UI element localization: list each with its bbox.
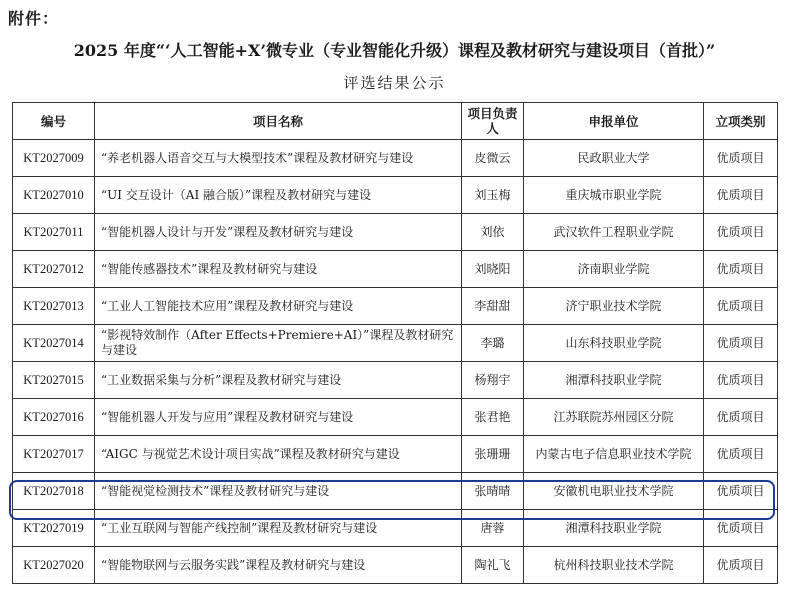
cell-leader: 刘晓阳 — [462, 251, 524, 288]
cell-category: 优质项目 — [704, 288, 778, 325]
cell-leader: 张晴晴 — [462, 473, 524, 510]
cell-code: KT2027018 — [13, 473, 95, 510]
cell-unit: 山东科技职业学院 — [524, 325, 704, 362]
cell-code: KT2027011 — [13, 214, 95, 251]
col-header-leader: 项目负责人 — [462, 103, 524, 140]
cell-project-name: “智能物联网与云服务实践”课程及教材研究与建设 — [95, 547, 462, 584]
cell-unit: 济宁职业技术学院 — [524, 288, 704, 325]
table-row — [13, 399, 778, 436]
cell-project-name: “UI 交互设计（AI 融合版）”课程及教材研究与建设 — [95, 177, 462, 214]
cell-category: 优质项目 — [704, 325, 778, 362]
cell-leader: 皮微云 — [462, 140, 524, 177]
cell-unit: 内蒙古电子信息职业技术学院 — [524, 436, 704, 473]
cell-unit: 安徽机电职业技术学院 — [524, 473, 704, 510]
document-title: 2025 年度“‘人工智能+X’微专业（专业智能化升级）课程及教材研究与建设项目（首批）” — [73, 41, 716, 60]
cell-unit: 济南职业学院 — [524, 251, 704, 288]
cell-code: KT2027013 — [13, 288, 95, 325]
cell-unit: 杭州科技职业技术学院 — [524, 547, 704, 584]
cell-category: 优质项目 — [704, 436, 778, 473]
table-row — [13, 251, 778, 288]
cell-code: KT2027012 — [13, 251, 95, 288]
cell-unit: 武汉软件工程职业学院 — [524, 214, 704, 251]
cell-leader: 张君艳 — [462, 399, 524, 436]
table-row — [13, 177, 778, 214]
cell-unit: 民政职业大学 — [524, 140, 704, 177]
cell-project-name: “智能视觉检测技术”课程及教材研究与建设 — [95, 473, 462, 510]
cell-unit: 重庆城市职业学院 — [524, 177, 704, 214]
cell-project-name: “AIGC 与视觉艺术设计项目实战”课程及教材研究与建设 — [95, 436, 462, 473]
table-row — [13, 547, 778, 584]
cell-project-name: “工业数据采集与分析”课程及教材研究与建设 — [95, 362, 462, 399]
table-row-highlighted — [13, 473, 778, 510]
cell-project-name: “智能机器人设计与开发”课程及教材研究与建设 — [95, 214, 462, 251]
table-row — [13, 325, 778, 362]
col-header-unit: 申报单位 — [524, 103, 704, 140]
cell-code: KT2027015 — [13, 362, 95, 399]
cell-leader: 刘依 — [462, 214, 524, 251]
cell-code: KT2027009 — [13, 140, 95, 177]
table-row — [13, 510, 778, 547]
cell-category: 优质项目 — [704, 214, 778, 251]
cell-code: KT2027016 — [13, 399, 95, 436]
col-header-code: 编号 — [13, 103, 95, 140]
attachment-label: 附件： — [8, 9, 60, 28]
table-row — [13, 362, 778, 399]
cell-leader: 张珊珊 — [462, 436, 524, 473]
table-row — [13, 214, 778, 251]
table-header-row — [13, 103, 778, 140]
cell-leader: 杨翔宇 — [462, 362, 524, 399]
cell-leader: 李璐 — [462, 325, 524, 362]
cell-leader: 李甜甜 — [462, 288, 524, 325]
cell-leader: 唐蓉 — [462, 510, 524, 547]
cell-category: 优质项目 — [704, 547, 778, 584]
cell-code: KT2027020 — [13, 547, 95, 584]
cell-unit: 湘潭科技职业学院 — [524, 510, 704, 547]
table-row — [13, 140, 778, 177]
cell-code: KT2027014 — [13, 325, 95, 362]
cell-category: 优质项目 — [704, 177, 778, 214]
cell-project-name: “智能传感器技术”课程及教材研究与建设 — [95, 251, 462, 288]
cell-category: 优质项目 — [704, 510, 778, 547]
cell-category: 优质项目 — [704, 251, 778, 288]
col-header-category: 立项类别 — [704, 103, 778, 140]
cell-code: KT2027019 — [13, 510, 95, 547]
cell-project-name: “工业互联网与智能产线控制”课程及教材研究与建设 — [95, 510, 462, 547]
cell-category: 优质项目 — [704, 362, 778, 399]
cell-leader: 刘玉梅 — [462, 177, 524, 214]
cell-code: KT2027010 — [13, 177, 95, 214]
col-header-name: 项目名称 — [95, 103, 462, 140]
cell-project-name: “工业人工智能技术应用”课程及教材研究与建设 — [95, 288, 462, 325]
results-table — [12, 102, 778, 584]
cell-leader: 陶礼飞 — [462, 547, 524, 584]
table-row — [13, 436, 778, 473]
cell-category: 优质项目 — [704, 140, 778, 177]
cell-project-name: “智能机器人开发与应用”课程及教材研究与建设 — [95, 399, 462, 436]
cell-project-name: “影视特效制作（After Effects+Premiere+AI）”课程及教材研究与建设 — [95, 325, 462, 362]
cell-category: 优质项目 — [704, 399, 778, 436]
cell-project-name: “养老机器人语音交互与大模型技术”课程及教材研究与建设 — [95, 140, 462, 177]
document-subtitle: 评选结果公示 — [343, 74, 446, 92]
cell-category: 优质项目 — [704, 473, 778, 510]
table-row — [13, 288, 778, 325]
cell-code: KT2027017 — [13, 436, 95, 473]
cell-unit: 江苏联院苏州园区分院 — [524, 399, 704, 436]
cell-unit: 湘潭科技职业学院 — [524, 362, 704, 399]
